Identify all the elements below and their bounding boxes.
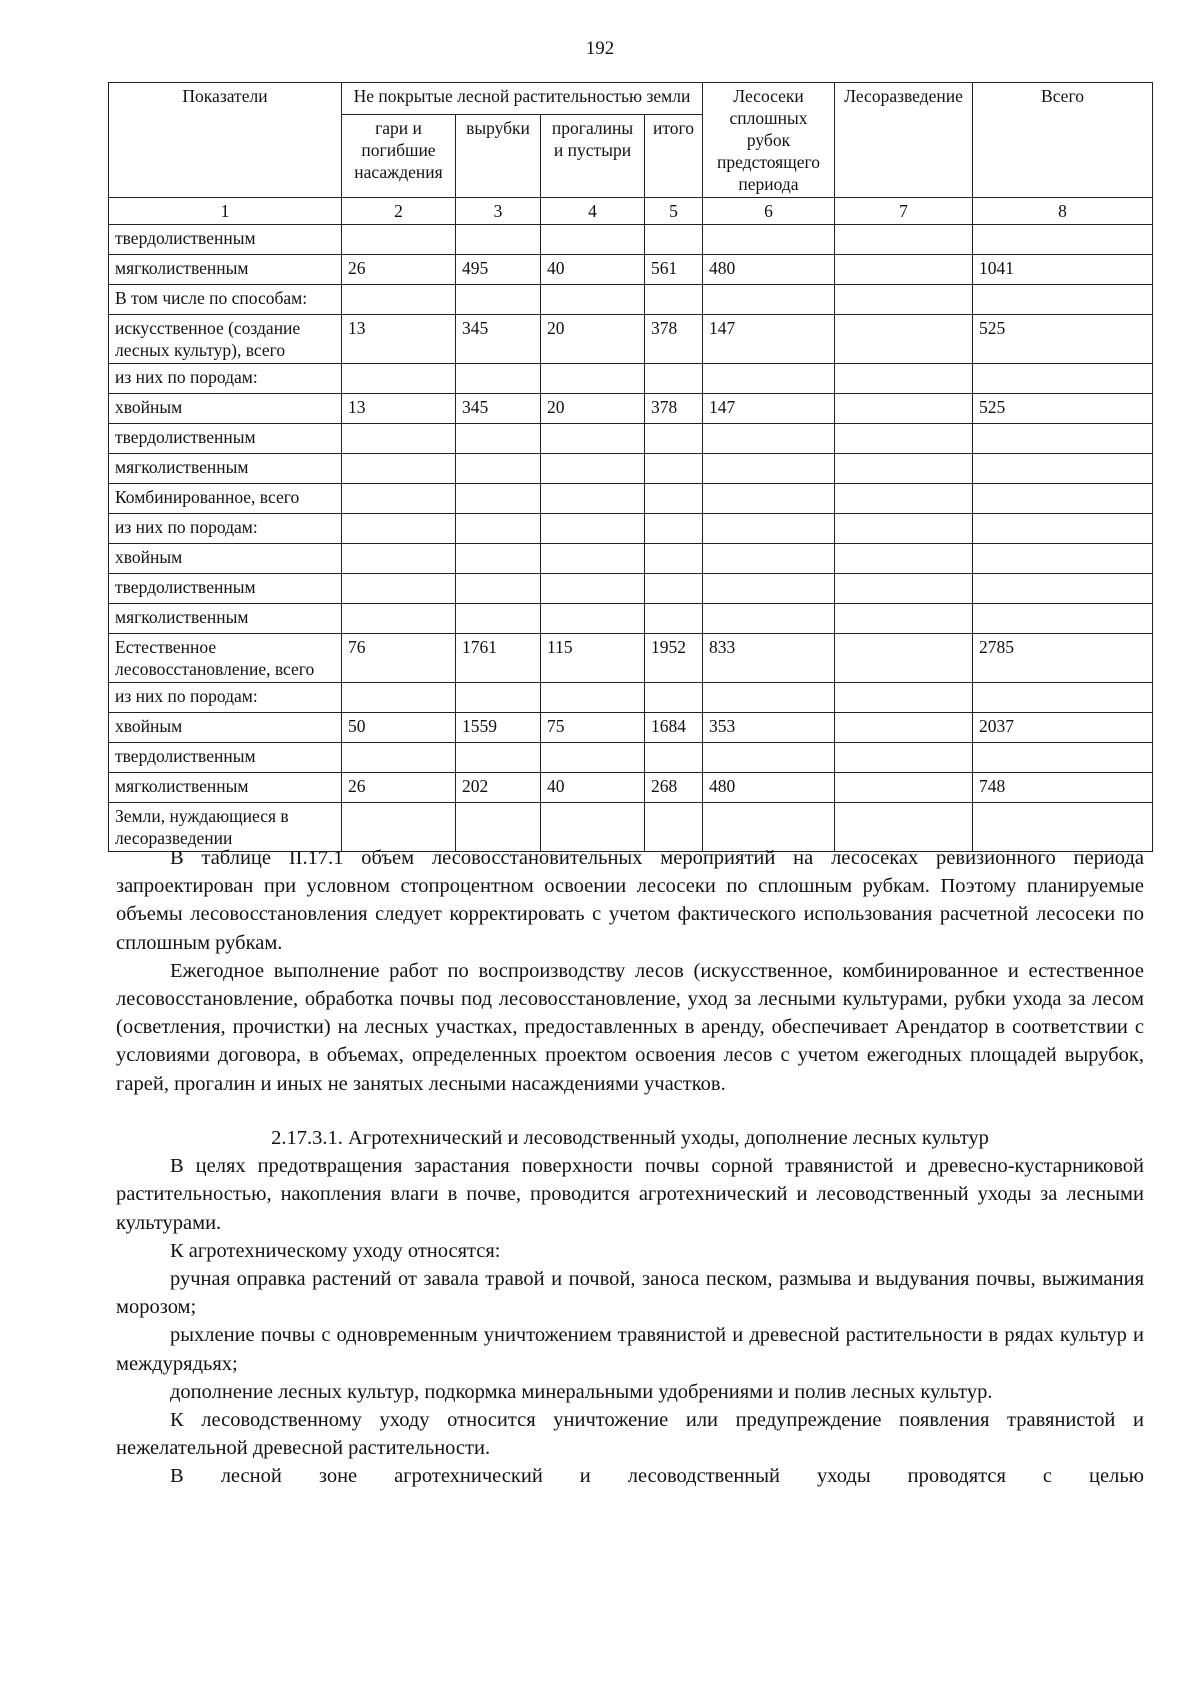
table-row [109,713,1153,743]
table-row [109,574,1153,604]
table-row [109,394,1153,424]
table-cell [541,454,645,484]
table-cell [973,225,1153,255]
row-label: мягколиственным [109,454,342,484]
table-cell: 20 [541,394,645,424]
row-label: мягколиственным [109,773,342,803]
table-cell: 2037 [973,713,1153,743]
table-cell [645,454,703,484]
header-indicators: Показатели [109,83,342,198]
table-cell [342,364,456,394]
table-cell [973,514,1153,544]
paragraph-loosening: рыхление почвы с одновременным уничтожением травянистой и древесной растительности в рядах культур и междурядьях; [116,1324,1144,1375]
table-cell [973,683,1153,713]
column-number-cell: 6 [703,198,835,225]
table-cell [342,574,456,604]
column-number-cell: 4 [541,198,645,225]
table-cell [456,454,541,484]
header-clearings: вырубки [456,114,541,197]
table-cell [703,285,835,315]
table-cell [835,364,973,394]
table-cell: 76 [342,634,456,683]
header-total: Всего [973,83,1153,198]
table-cell [645,604,703,634]
table-row [109,225,1153,255]
row-label: хвойным [109,544,342,574]
table-cell [456,683,541,713]
row-label: из них по породам: [109,683,342,713]
table-row [109,604,1153,634]
page-number: 192 [585,38,615,59]
section-heading: 2.17.3.1. Агротехнический и лесоводственный уходы, дополнение лесных культур [271,1127,989,1149]
table-cell [835,683,973,713]
table-cell [835,394,973,424]
table-cell [703,454,835,484]
table-row [109,683,1153,713]
table-cell [456,514,541,544]
table-cell: 1952 [645,634,703,683]
table-row [109,514,1153,544]
row-label: хвойным [109,394,342,424]
table-cell [835,514,973,544]
table-row [109,743,1153,773]
table-cell [835,424,973,454]
table-row [109,364,1153,394]
table-cell [645,484,703,514]
table-cell [835,544,973,574]
table-cell [703,743,835,773]
table-cell [835,454,973,484]
table-cell [342,514,456,544]
table-cell: 1041 [973,255,1153,285]
table-cell: 1684 [645,713,703,743]
table-cell [342,285,456,315]
table-cell [456,364,541,394]
table-cell [645,544,703,574]
table-cell [835,773,973,803]
table-cell [456,225,541,255]
table-cell [456,424,541,454]
table-cell: 480 [703,773,835,803]
header-afforestation: Лесоразведение [835,83,973,198]
paragraph-purpose: В целях предотвращения зарастания поверхности почвы сорной травянистой и древесно-кустарниковой растительностью, накопления влаги в почве, проводится агротехнический и лесоводственный уходы за лесными культурами. [116,1155,1144,1234]
column-number-cell: 3 [456,198,541,225]
body-text-top [116,844,1144,1098]
table-cell [703,484,835,514]
table-cell [342,544,456,574]
table-row [109,773,1153,803]
table-cell [645,743,703,773]
table-cell [703,514,835,544]
table-cell [342,454,456,484]
table-cell [541,225,645,255]
table-cell [973,285,1153,315]
table-cell: 75 [541,713,645,743]
table-cell [541,484,645,514]
row-label: мягколиственным [109,604,342,634]
table-cell [835,713,973,743]
column-number-cell: 1 [109,198,342,225]
table-cell: 495 [456,255,541,285]
table-cell [541,514,645,544]
table-cell [835,634,973,683]
table-row [109,315,1153,364]
table-cell [541,364,645,394]
paragraph-table-note: В таблице II.17.1 объем лесовосстановительных мероприятий на лесосеках ревизионного периода запроектирован при условном стопроцентном освоении лесосеки по сплошным рубкам. Поэтому планируемые объемы лесовосстановления следует корректировать с учетом фактического использования расчетной лесосеки по сплошным рубкам. [116,847,1144,954]
table-cell [645,285,703,315]
row-label: мягколиственным [109,255,342,285]
table-cell [973,424,1153,454]
table-row [109,255,1153,285]
table-cell: 748 [973,773,1153,803]
reforestation-table [108,82,1153,852]
table-cell [541,285,645,315]
paragraph-silvicultural: К лесоводственному уходу относится уничтожение или предупреждение появления травянистой и нежелательной древесной растительности. [116,1409,1144,1460]
paragraph-annual-works: Ежегодное выполнение работ по воспроизводству лесов (искусственное, комбинированное и естественное лесовосстановление, обработка почвы под лесовосстановление, уход за лесными культурами, рубки ухода за лесом (осветления, прочистки) на лесных участках, предоставленных в аренду, обеспечивает Арендатор в соответствии с условиями договора, в объемах, определенных проектом освоения лесов с учетом ежегодных площадей вырубок, гарей, прогалин и иных не занятых лесными насаждениями участков. [116,959,1144,1095]
table-row [109,634,1153,683]
table-cell [973,743,1153,773]
table-cell [703,683,835,713]
table-cell: 147 [703,394,835,424]
table-cell: 345 [456,315,541,364]
table-cell [645,364,703,394]
table-cell [645,574,703,604]
table-cell [703,225,835,255]
table-cell [703,364,835,394]
table-cell [456,484,541,514]
table-cell [645,683,703,713]
table-cell [456,743,541,773]
header-cutting-areas: Лесосеки сплошных рубок предстоящего периода [703,83,835,198]
body-text-section [116,1124,1144,1491]
table-cell [973,454,1153,484]
table-cell [456,544,541,574]
paragraph-manual-care: ручная оправка растений от завала травой и почвой, заноса песком, размыва и выдувания почвы, выжимания морозом; [116,1268,1144,1319]
table-cell [973,484,1153,514]
row-label: хвойным [109,713,342,743]
paragraph-supplement: дополнение лесных культур, подкормка минеральными удобрениями и полив лесных культур. [170,1380,993,1403]
table-row [109,544,1153,574]
table-cell [541,424,645,454]
row-label: из них по породам: [109,364,342,394]
table-cell [541,574,645,604]
paragraph-agrotech-intro: К агротехническому уходу относятся: [170,1239,501,1262]
table-cell [835,315,973,364]
table-cell [973,604,1153,634]
table-cell: 20 [541,315,645,364]
header-burns: гари и погибшие насаждения [342,114,456,197]
paragraph-forest-zone: В лесной зоне агротехнический и лесоводственный уходы проводятся с целью [170,1465,1144,1488]
row-label: твердолиственным [109,574,342,604]
table-cell: 202 [456,773,541,803]
table-cell: 525 [973,315,1153,364]
table-cell [342,424,456,454]
table-cell: 525 [973,394,1153,424]
table-cell: 147 [703,315,835,364]
table-cell [835,484,973,514]
table-cell: 1761 [456,634,541,683]
table-cell [456,604,541,634]
row-label: Комбинированное, всего [109,484,342,514]
table-cell: 345 [456,394,541,424]
table-cell [645,424,703,454]
column-number-row [109,198,1153,225]
table-cell: 1559 [456,713,541,743]
row-label: Естественное лесовосстановление, всего [109,634,342,683]
table-cell: 378 [645,394,703,424]
row-label: В том числе по способам: [109,285,342,315]
table-cell: 40 [541,255,645,285]
row-label: твердолиственным [109,743,342,773]
table-cell [703,574,835,604]
table-cell [456,285,541,315]
table-cell: 353 [703,713,835,743]
table-cell [835,225,973,255]
header-glades: прогалины и пустыри [541,114,645,197]
table-cell [835,604,973,634]
row-label: искусственное (создание лесных культур), всего [109,315,342,364]
row-label: твердолиственным [109,424,342,454]
header-not-covered: Не покрытые лесной растительностью земли [342,83,703,115]
table-cell [342,743,456,773]
table-cell: 2785 [973,634,1153,683]
table-cell [645,225,703,255]
row-label: из них по породам: [109,514,342,544]
table-row [109,285,1153,315]
table-cell: 480 [703,255,835,285]
row-label: Земли, нуждающиеся в лесоразведении [109,803,342,852]
table-cell [835,743,973,773]
column-number-cell: 2 [342,198,456,225]
table-cell [835,574,973,604]
table-row [109,424,1153,454]
table-cell [973,364,1153,394]
table-cell [342,484,456,514]
table-cell: 26 [342,773,456,803]
table-cell [703,544,835,574]
table-cell: 13 [342,315,456,364]
table-cell: 115 [541,634,645,683]
table-cell [456,574,541,604]
table-cell [835,255,973,285]
table-cell [342,225,456,255]
column-number-cell: 8 [973,198,1153,225]
table-cell [835,285,973,315]
table-cell [703,424,835,454]
table-cell: 268 [645,773,703,803]
table-cell [541,604,645,634]
table-cell: 40 [541,773,645,803]
table-body [109,225,1153,852]
table-cell [541,743,645,773]
column-number-cell: 7 [835,198,973,225]
row-label: твердолиственным [109,225,342,255]
column-number-cell: 5 [645,198,703,225]
header-subtotal: итого [645,114,703,197]
table-cell: 833 [703,634,835,683]
table-cell: 13 [342,394,456,424]
table-cell [541,683,645,713]
table-cell: 26 [342,255,456,285]
table-cell [342,683,456,713]
table-cell [703,604,835,634]
table-cell [973,574,1153,604]
table-row [109,454,1153,484]
table-cell [342,604,456,634]
table-cell: 561 [645,255,703,285]
table-cell: 378 [645,315,703,364]
table-cell [973,544,1153,574]
table-cell: 50 [342,713,456,743]
table-row [109,484,1153,514]
table-cell [645,514,703,544]
table-cell [541,544,645,574]
